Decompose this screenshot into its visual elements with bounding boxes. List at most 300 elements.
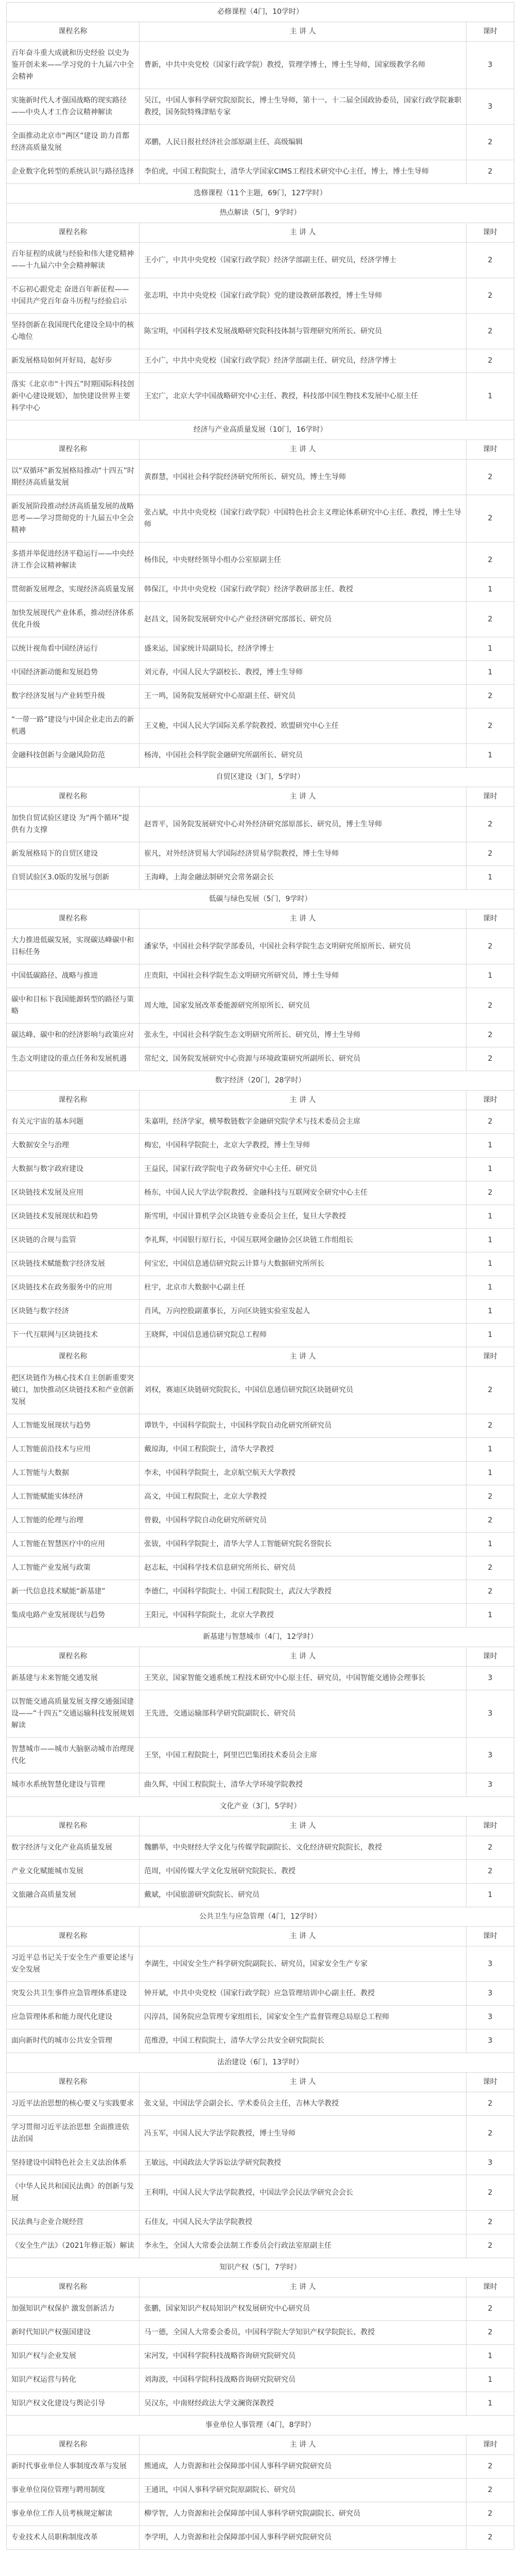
header-speaker: 主 讲 人 — [140, 1817, 466, 1836]
course-name: 新一代信息技术赋能“新基建” — [7, 1580, 140, 1604]
course-speaker: 张钹，中国科学院院士，清华大学人工智能研究院名誉院长 — [140, 1533, 466, 1556]
course-row — [7, 1300, 514, 1324]
course-row — [7, 1438, 514, 1462]
course-row — [7, 1485, 514, 1509]
course-name: 大数据与数字政府建设 — [7, 1158, 140, 1181]
topic-section-row — [7, 2416, 514, 2435]
table-header-row — [7, 909, 514, 929]
course-row — [7, 42, 514, 89]
topic-section-row — [7, 1628, 514, 1647]
course-speaker: 张永生，中国社会科学院生态文明研究所所长、研究员，博士生导师 — [140, 1024, 466, 1047]
course-row — [7, 1860, 514, 1884]
course-hours: 1 — [466, 2345, 514, 2368]
course-hours: 1 — [466, 661, 514, 685]
course-name: 人工智能在智慧医疗中的应用 — [7, 1533, 140, 1556]
course-speaker: 马一德，全国人大常委会委员，中国科学院大学知识产权学院院长、教授 — [140, 2321, 466, 2345]
course-speaker: 王小广，中共中央党校（国家行政学院）经济学部副主任、研究员，经济学博士 — [140, 349, 466, 373]
course-name: 事业单位工作人员考核规定解读 — [7, 2502, 140, 2526]
course-speaker: 柳学智，人力资源和社会保障部中国人事科学研究院副院长、研究员 — [140, 2502, 466, 2526]
course-hours: 3 — [466, 2006, 514, 2029]
course-row — [7, 2368, 514, 2392]
course-name: 城市水系统智慧化建设与管理 — [7, 1773, 140, 1797]
course-row — [7, 1276, 514, 1300]
course-name: 区块链技术在政务服务中的应用 — [7, 1276, 140, 1300]
header-course-name: 课程名称 — [7, 440, 140, 460]
course-name: 区块链技术发展现状和趋势 — [7, 1205, 140, 1229]
course-name: 智慧城市——城市大脑驱动城市治理现代化 — [7, 1738, 140, 1773]
course-speaker: 范维澄，中国工程院院士，清华大学公共安全研究院院长 — [140, 2029, 466, 2053]
course-hours: 2 — [466, 2211, 514, 2234]
table-header-row — [7, 1091, 514, 1110]
section-title: 必修课程（4门，10学时） — [7, 3, 514, 22]
course-hours: 3 — [466, 2029, 514, 2053]
course-hours: 3 — [466, 1690, 514, 1738]
course-name: 金融科技创新与金融风险防范 — [7, 744, 140, 768]
course-hours: 2 — [466, 2321, 514, 2345]
course-name: 生态文明建设的重点任务和发展机遇 — [7, 1047, 140, 1071]
course-hours: 1 — [466, 1158, 514, 1181]
table-header-row — [7, 1347, 514, 1367]
course-speaker: 李永生，全国人大常委会法制工作委员会行政法室原副主任 — [140, 2234, 466, 2258]
course-hours: 2 — [466, 1181, 514, 1205]
header-hours: 课时 — [466, 909, 514, 929]
course-name: 百年征程的成就与经验和伟大建党精神——十九届六中全会精神解读 — [7, 243, 140, 278]
course-row — [7, 2006, 514, 2029]
course-row — [7, 637, 514, 661]
course-speaker: 李礼辉，中国银行原行长，中国互联网金融协会区块链工作组组长 — [140, 1229, 466, 1252]
course-name: 区块链与数字经济 — [7, 1300, 140, 1324]
header-hours: 课时 — [466, 1347, 514, 1367]
course-hours: 2 — [466, 685, 514, 708]
course-row — [7, 1836, 514, 1860]
course-speaker: 斯雪明，中国计算机学会区块链专业委员会主任，复旦大学教授 — [140, 1205, 466, 1229]
course-row — [7, 2297, 514, 2321]
course-name: 新时代知识产权强国建设 — [7, 2321, 140, 2345]
course-name: 坚持建设中国特色社会主义法治体系 — [7, 2151, 140, 2175]
course-speaker: 王笑京，国家智能交通系统工程技术研究中心原主任、研究员，中国智能交通协会理事长 — [140, 1667, 466, 1690]
course-hours: 2 — [466, 1110, 514, 1134]
course-hours: 3 — [466, 1738, 514, 1773]
course-hours: 1 — [466, 964, 514, 988]
table-header-row — [7, 2435, 514, 2455]
header-speaker: 主 讲 人 — [140, 2278, 466, 2297]
course-row — [7, 866, 514, 890]
course-speaker: 杜宇，北京市大数据中心副主任 — [140, 1276, 466, 1300]
section-title: 低碳与绿色发展（5门，9学时） — [7, 890, 514, 909]
course-speaker: 刘权，赛迪区块链研究院院长，中国信息通信研究院区块链研究员 — [140, 1367, 466, 1414]
header-hours: 课时 — [466, 787, 514, 807]
header-hours: 课时 — [466, 2073, 514, 2092]
course-name: 以“双循环”新发展格局推动“十四五”时期经济高质量发展 — [7, 460, 140, 495]
course-name: 新发展格局如何开好局，起好步 — [7, 349, 140, 373]
course-speaker: 王阳元，中国科学院院士，北京大学教授 — [140, 1604, 466, 1628]
course-row — [7, 1367, 514, 1414]
course-hours: 2 — [466, 2092, 514, 2116]
course-speaker: 杨东，中国人民大学法学院教授、金融科技与互联网安全研究中心主任 — [140, 1181, 466, 1205]
header-hours: 课时 — [466, 1817, 514, 1836]
course-speaker: 杨伟民，中央财经领导小组办公室原副主任 — [140, 543, 466, 578]
course-speaker: 吴汉东，中南财经政法大学文澜资深教授 — [140, 2392, 466, 2416]
course-hours: 2 — [466, 2526, 514, 2550]
course-row — [7, 1667, 514, 1690]
course-speaker: 赵志耘，中国科学技术信息研究所所长、研究员 — [140, 1556, 466, 1580]
course-hours: 2 — [466, 2116, 514, 2151]
course-row — [7, 243, 514, 278]
course-row — [7, 1324, 514, 1347]
course-row — [7, 1533, 514, 1556]
course-speaker: 曹新，中共中央党校（国家行政学院）教授，管理学博士，博士生导师，国家级教学名师 — [140, 42, 466, 89]
course-speaker: 王先进，交通运输部科学研究院副院长、研究员 — [140, 1690, 466, 1738]
course-speaker: 李德仁，中国科学院院士、中国工程院院士，武汉大学教授 — [140, 1580, 466, 1604]
table-header-row — [7, 787, 514, 807]
course-speaker: 李未，中国科学院院士，北京航空航天大学教授 — [140, 1462, 466, 1485]
course-hours: 3 — [466, 2151, 514, 2175]
header-course-name: 课程名称 — [7, 223, 140, 243]
course-name: 《安全生产法》（2021年修正版）解读 — [7, 2234, 140, 2258]
table-header-row — [7, 2278, 514, 2297]
course-row — [7, 1946, 514, 1982]
course-name: “一带一路”建设与中国企业走出去的新机遇 — [7, 708, 140, 744]
topic-section-row — [7, 420, 514, 440]
course-speaker: 王通讯，中国人事科学研究院原副院长、研究员 — [140, 2479, 466, 2502]
header-speaker: 主 讲 人 — [140, 22, 466, 42]
course-row — [7, 2211, 514, 2234]
section-title: 自贸区建设（3门，5学时） — [7, 768, 514, 787]
course-row — [7, 578, 514, 602]
course-name: 知识产权与企业发展 — [7, 2345, 140, 2368]
course-name: 区块链技术赋能数字经济发展 — [7, 1252, 140, 1276]
course-hours: 2 — [466, 2455, 514, 2479]
course-name: 大力推进低碳发展，实现碳达峰碳中和目标任务 — [7, 929, 140, 964]
course-name: 习近平总书记关于安全生产重要论述与安全发展 — [7, 1946, 140, 1982]
section-title: 经济与产业高质量发展（10门，16学时） — [7, 420, 514, 440]
course-hours: 2 — [466, 1024, 514, 1047]
course-hours: 2 — [466, 708, 514, 744]
header-hours: 课时 — [466, 1927, 514, 1946]
course-row — [7, 2479, 514, 2502]
course-speaker: 冯玉军，中国人民大学法学院教授，博士生导师 — [140, 2116, 466, 2151]
course-speaker: 李伯虎，中国工程院院士，清华大学国家CIMS工程技术研究中心主任，博士，博士生导师 — [140, 160, 466, 184]
course-speaker: 李学明，人力资源和社会保障部中国人事科学研究院研究员 — [140, 2526, 466, 2550]
header-speaker: 主 讲 人 — [140, 2435, 466, 2455]
header-course-name: 课程名称 — [7, 1347, 140, 1367]
course-speaker: 赵昌文，国务院发展研究中心产业经济研究部部长、研究员 — [140, 602, 466, 637]
table-header-row — [7, 1647, 514, 1667]
course-speaker: 石佳友，中国人民大学法学院教授 — [140, 2211, 466, 2234]
course-hours: 1 — [466, 1134, 514, 1158]
course-speaker: 王一鸣，国务院发展研究中心原副主任、研究员 — [140, 685, 466, 708]
course-name: 人工智能发展现状与趋势 — [7, 1414, 140, 1438]
course-row — [7, 988, 514, 1024]
topic-section-row — [7, 768, 514, 787]
course-row — [7, 2345, 514, 2368]
course-row — [7, 1110, 514, 1134]
course-speaker: 王宏广，北京大学中国战略研究中心主任、教授，科技部中国生物技术发展中心原主任 — [140, 373, 466, 420]
course-hours: 1 — [466, 1205, 514, 1229]
topic-section-row — [7, 2053, 514, 2073]
course-speaker: 闪淳昌，国务院应急管理专家组组长，国家安全生产监督管理总局原总工程师 — [140, 2006, 466, 2029]
course-row — [7, 1738, 514, 1773]
course-name: 文旅融合高质量发展 — [7, 1884, 140, 1907]
topic-section-row — [7, 1797, 514, 1817]
course-hours: 3 — [466, 1773, 514, 1797]
course-row — [7, 1884, 514, 1907]
header-speaker: 主 讲 人 — [140, 909, 466, 929]
course-name: 产业文化赋能城市发展 — [7, 1860, 140, 1884]
course-name: 人工智能的伦理与治理 — [7, 1509, 140, 1533]
course-name: 有关元宇宙的基本问题 — [7, 1110, 140, 1134]
course-name: 以智能交通高质量发展支撑交通强国建设——“十四五”交通运输科技发展规划解读 — [7, 1690, 140, 1738]
section-title: 数字经济（20门，28学时） — [7, 1071, 514, 1091]
section-title: 热点解读（5门，9学时） — [7, 204, 514, 223]
header-speaker: 主 讲 人 — [140, 1927, 466, 1946]
course-row — [7, 1690, 514, 1738]
course-row — [7, 2151, 514, 2175]
course-name: 新发展格局下的自贸区建设 — [7, 842, 140, 866]
course-name: 人工智能前沿技术与应用 — [7, 1438, 140, 1462]
course-row — [7, 744, 514, 768]
course-row — [7, 708, 514, 744]
course-hours: 2 — [466, 988, 514, 1024]
course-name: 区块链的合规与监管 — [7, 1229, 140, 1252]
course-name: 人工智能产业发展与政策 — [7, 1556, 140, 1580]
course-speaker: 王小广，中共中央党校（国家行政学院）经济学部副主任、研究员，经济学博士 — [140, 243, 466, 278]
course-hours: 2 — [466, 543, 514, 578]
course-row — [7, 2175, 514, 2211]
course-speaker: 刘海波，中国科学院科技战略咨询研究院研究员 — [140, 2368, 466, 2392]
course-row — [7, 1024, 514, 1047]
course-table-body — [7, 3, 514, 2550]
course-row — [7, 1604, 514, 1628]
course-row — [7, 1181, 514, 1205]
course-name: 知识产权文化建设与舆论引导 — [7, 2392, 140, 2416]
course-row — [7, 2321, 514, 2345]
course-name: 区块链技术发展及应用 — [7, 1181, 140, 1205]
header-course-name: 课程名称 — [7, 909, 140, 929]
course-speaker: 李湖生，中国安全生产科学研究院副院长、研究员，国家安全生产专家 — [140, 1946, 466, 1982]
course-row — [7, 807, 514, 842]
course-speaker: 杨涛，中国社会科学院金融研究所副所长、研究员 — [140, 744, 466, 768]
course-speaker: 王利明，中国人民大学法学院教授，中国法学会民法学研究会会长 — [140, 2175, 466, 2211]
course-name: 人工智能赋能实体经济 — [7, 1485, 140, 1509]
course-row — [7, 1773, 514, 1797]
course-speaker: 肖风，万向控股副董事长，万向区块链实验室发起人 — [140, 1300, 466, 1324]
course-name: 以统计视角看中国经济运行 — [7, 637, 140, 661]
course-hours: 2 — [466, 929, 514, 964]
header-course-name: 课程名称 — [7, 1927, 140, 1946]
course-speaker: 盛来运，国家统计局副局长，经济学博士 — [140, 637, 466, 661]
course-row — [7, 1414, 514, 1438]
course-row — [7, 2234, 514, 2258]
course-name: 中国经济新动能和发展趋势 — [7, 661, 140, 685]
course-hours: 2 — [466, 1836, 514, 1860]
course-name: 贯彻新发展理念，实现经济高质量发展 — [7, 578, 140, 602]
course-hours: 1 — [466, 2392, 514, 2416]
course-row — [7, 2116, 514, 2151]
course-speaker: 王敏远，中国政法大学诉讼法学研究院教授 — [140, 2151, 466, 2175]
course-name: 知识产权运营与转化 — [7, 2368, 140, 2392]
course-row — [7, 349, 514, 373]
course-hours: 2 — [466, 1485, 514, 1509]
course-name: 加快自贸试验区建设 为“两个循环”提供有力支撑 — [7, 807, 140, 842]
course-name: 下一代互联网与区块链技术 — [7, 1324, 140, 1347]
course-hours: 2 — [466, 1580, 514, 1604]
course-speaker: 赵晋平，国务院发展研究中心对外经济研究部原部长、研究员，博士生导师 — [140, 807, 466, 842]
course-name: 百年奋斗重大成就和历史经验 以史为鉴开创未来——学习党的十九届六中全会精神 — [7, 42, 140, 89]
header-hours: 课时 — [466, 2435, 514, 2455]
course-row — [7, 1982, 514, 2006]
table-header-row — [7, 2073, 514, 2092]
course-speaker: 戴斌，中国旅游研究院院长、研究员 — [140, 1884, 466, 1907]
course-row — [7, 160, 514, 184]
course-row — [7, 2029, 514, 2053]
course-row — [7, 1556, 514, 1580]
header-hours: 课时 — [466, 2278, 514, 2297]
section-title: 法治建设（6门，13学时） — [7, 2053, 514, 2073]
header-course-name: 课程名称 — [7, 1647, 140, 1667]
course-name: 民法典与企业合规经营 — [7, 2211, 140, 2234]
course-name: 事业单位岗位管理与聘用制度 — [7, 2479, 140, 2502]
course-hours: 1 — [466, 2368, 514, 2392]
course-hours: 1 — [466, 1229, 514, 1252]
course-hours: 2 — [466, 2175, 514, 2211]
course-hours: 2 — [466, 278, 514, 314]
course-speaker: 魏鹏举，中央财经大学文化与传媒学院副院长、文化经济研究院院长，教授 — [140, 1836, 466, 1860]
course-row — [7, 278, 514, 314]
course-row — [7, 2502, 514, 2526]
course-row — [7, 495, 514, 543]
course-hours: 1 — [466, 1438, 514, 1462]
course-row — [7, 1252, 514, 1276]
course-speaker: 潘家华，中国社会科学院学部委员，中国社会科学院生态文明研究所原所长、研究员 — [140, 929, 466, 964]
course-row — [7, 1462, 514, 1485]
course-name: 企业数字化转型的系统认识与路径选择 — [7, 160, 140, 184]
course-name: 中国低碳路径、战略与推进 — [7, 964, 140, 988]
elective-section-row — [7, 184, 514, 204]
course-speaker: 高文，中国工程院院士，北京大学教授 — [140, 1485, 466, 1509]
course-name: 加强知识产权保护 激发创新活力 — [7, 2297, 140, 2321]
course-hours: 1 — [466, 637, 514, 661]
course-speaker: 黄群慧，中国社会科学院经济研究所所长、研究员，博士生导师 — [140, 460, 466, 495]
course-name: 数字经济发展与产业转型升级 — [7, 685, 140, 708]
course-hours: 1 — [466, 1276, 514, 1300]
course-name: 大数据安全与治理 — [7, 1134, 140, 1158]
course-name: 应急管理体系和能力现代化建设 — [7, 2006, 140, 2029]
course-name: 自贸试验区3.0版的发展与创新 — [7, 866, 140, 890]
course-hours: 2 — [466, 807, 514, 842]
course-name: 学习贯彻习近平法治思想 全面推进依法治国 — [7, 2116, 140, 2151]
table-header-row — [7, 1927, 514, 1946]
course-hours: 2 — [466, 2502, 514, 2526]
course-row — [7, 2392, 514, 2416]
table-header-row — [7, 1817, 514, 1836]
course-hours: 1 — [466, 1462, 514, 1485]
course-speaker: 王晓辉，中国信息通信研究院总工程师 — [140, 1324, 466, 1347]
course-hours: 1 — [466, 1324, 514, 1347]
course-name: 数字经济与文化产业高质量发展 — [7, 1836, 140, 1860]
course-name: 落实《北京市“十四五”时期国际科技创新中心建设规划》，加快建设世界主要科学中心 — [7, 373, 140, 420]
course-row — [7, 1580, 514, 1604]
header-course-name: 课程名称 — [7, 787, 140, 807]
course-speaker: 刘元春，中国人民大学副校长、教授，博士生导师 — [140, 661, 466, 685]
course-hours: 2 — [466, 1556, 514, 1580]
section-title: 事业单位人事管理（4门，8学时） — [7, 2416, 514, 2435]
course-speaker: 谭铁牛，中国科学院院士，中国科学院自动化研究所研究员 — [140, 1414, 466, 1438]
header-course-name: 课程名称 — [7, 2073, 140, 2092]
course-hours: 2 — [466, 842, 514, 866]
course-name: 突发公共卫生事件应急管理体系建设 — [7, 1982, 140, 2006]
course-hours: 2 — [466, 160, 514, 184]
course-row — [7, 543, 514, 578]
course-speaker: 庄贵阳，中国社会科学院生态文明研究所研究员，博士生导师 — [140, 964, 466, 988]
header-course-name: 课程名称 — [7, 1091, 140, 1110]
course-hours: 2 — [466, 243, 514, 278]
course-speaker: 宋河发，中国科学院科技战略咨询研究院研究员 — [140, 2345, 466, 2368]
course-speaker: 王坚，中国工程院院士，阿里巴巴集团技术委员会主席 — [140, 1738, 466, 1773]
header-speaker: 主 讲 人 — [140, 440, 466, 460]
course-hours: 2 — [466, 314, 514, 349]
table-header-row — [7, 22, 514, 42]
course-name: 集成电路产业发展现状与趋势 — [7, 1604, 140, 1628]
course-hours: 1 — [466, 1604, 514, 1628]
topic-section-row — [7, 1071, 514, 1091]
course-hours: 2 — [466, 1860, 514, 1884]
course-row — [7, 1229, 514, 1252]
course-row — [7, 1509, 514, 1533]
table-header-row — [7, 223, 514, 243]
course-speaker: 王义桅，中国人民大学国际关系学院教授、欧盟研究中心主任 — [140, 708, 466, 744]
course-name: 面向新时代的城市公共安全管理 — [7, 2029, 140, 2053]
course-row — [7, 964, 514, 988]
course-row — [7, 929, 514, 964]
header-course-name: 课程名称 — [7, 2435, 140, 2455]
course-speaker: 王海峰，上海金融法制研究会常务副会长 — [140, 866, 466, 890]
topic-section-row — [7, 204, 514, 223]
header-course-name: 课程名称 — [7, 2278, 140, 2297]
course-hours: 2 — [466, 495, 514, 543]
course-hours: 1 — [466, 1884, 514, 1907]
course-name: 不忘初心跟党走 奋进百年新征程——中国共产党百年奋斗历程与经验启示 — [7, 278, 140, 314]
section-title: 文化产业（3门，5学时） — [7, 1797, 514, 1817]
course-name: 新发展阶段推动经济高质量发展的战略思考——学习贯彻党的十九届五中全会精神 — [7, 495, 140, 543]
course-name: 实施新时代人才强国战略的现实路径——中央人才工作会议精神解读 — [7, 89, 140, 125]
course-name: 习近平法治思想的核心要义与实践要求 — [7, 2092, 140, 2116]
course-speaker: 张占斌，中共中央党校（国家行政学院）中国特色社会主义理论体系研究中心主任、教授，博士生导师 — [140, 495, 466, 543]
course-hours: 3 — [466, 42, 514, 89]
section-title: 选修课程（11个主题，69门，127学时） — [7, 184, 514, 204]
course-speaker: 邓鹏，人民日报社经济社会部原副主任、高级编辑 — [140, 125, 466, 160]
course-name: 碳中和目标下我国能源转型的路径与策略 — [7, 988, 140, 1024]
course-row — [7, 373, 514, 420]
course-speaker: 陈宝明，中国科学技术发展战略研究院科技体制与管理研究所所长、研究员 — [140, 314, 466, 349]
course-row — [7, 1158, 514, 1181]
header-hours: 课时 — [466, 1091, 514, 1110]
course-name: 坚持创新在我国现代化建设全局中的核心地位 — [7, 314, 140, 349]
header-speaker: 主 讲 人 — [140, 1647, 466, 1667]
course-speaker: 张志明，中共中央党校（国家行政学院）党的建设教研部教授，博士生导师 — [140, 278, 466, 314]
course-speaker: 朱嘉明，经济学家，横琴数链数字金融研究院学术与技术委员会主席 — [140, 1110, 466, 1134]
topic-section-row — [7, 890, 514, 909]
course-speaker: 王益民，国家行政学院电子政务研究中心主任、研究员 — [140, 1158, 466, 1181]
course-name: 《中华人民共和国民法典》的创新与发展 — [7, 2175, 140, 2211]
topic-section-row — [7, 1907, 514, 1927]
course-row — [7, 2455, 514, 2479]
course-row — [7, 125, 514, 160]
course-hours: 2 — [466, 2297, 514, 2321]
header-speaker: 主 讲 人 — [140, 1347, 466, 1367]
course-name: 碳达峰、碳中和的经济影响与政策应对 — [7, 1024, 140, 1047]
header-hours: 课时 — [466, 1647, 514, 1667]
